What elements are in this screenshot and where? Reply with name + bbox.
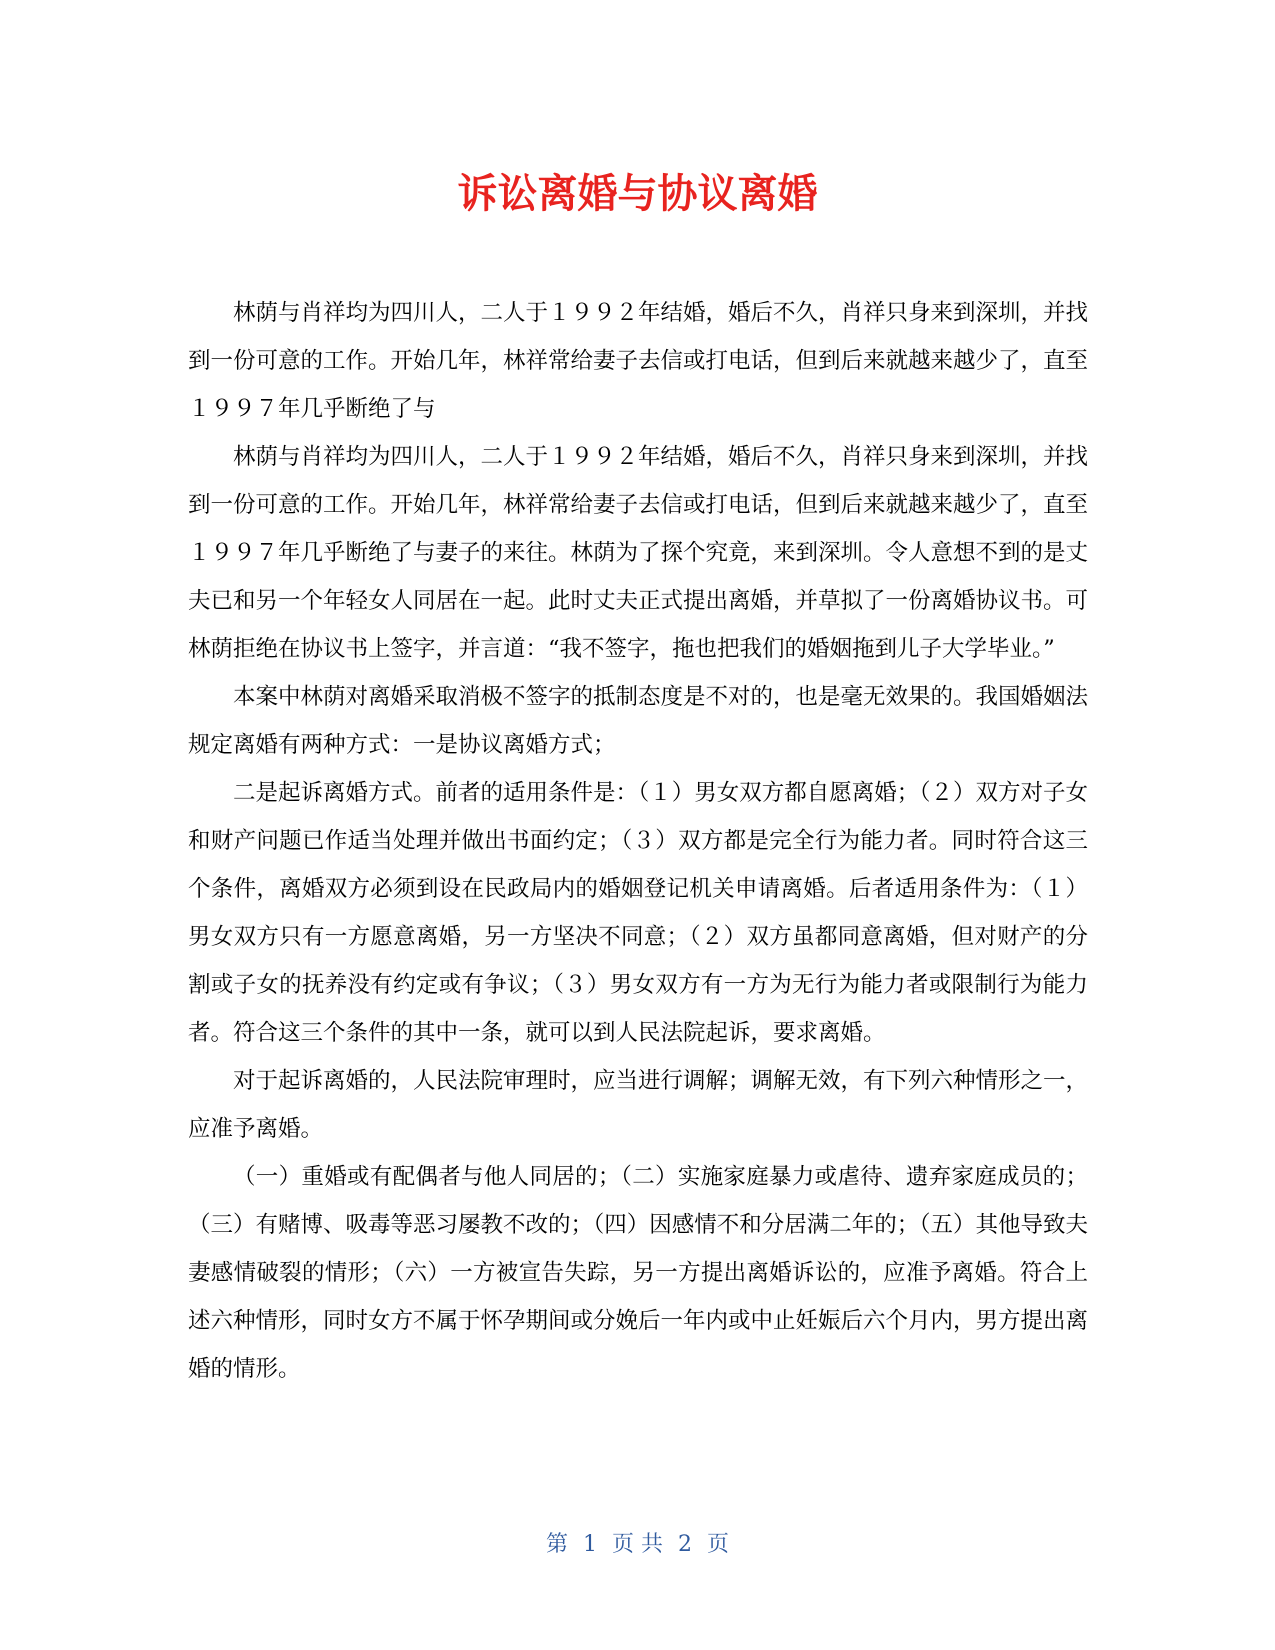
- footer-prefix: 第: [545, 1532, 568, 1557]
- paragraph: 林荫与肖祥均为四川人，二人于１９９２年结婚，婚后不久，肖祥只身来到深圳，并找到一份可意的工作。开始几年，林祥常给妻子去信或打电话，但到后来就越来越少了，直至１９９７年几乎断绝了与妻子的来往。林荫为了探个究竟，来到深圳。令人意想不到的是丈夫已和另一个年轻女人同居在一起。此时丈夫正式提出离婚，并草拟了一份离婚协议书。可林荫拒绝在协议书上签字，并言道：“我不签字，拖也把我们的婚姻拖到儿子大学毕业。”: [188, 444, 1089, 662]
- document-body: [188, 289, 1088, 1393]
- paragraph: 对于起诉离婚的，人民法院审理时，应当进行调解；调解无效，有下列六种情形之一，应准予离婚。: [188, 1068, 1089, 1142]
- paragraph: 本案中林荫对离婚采取消极不签字的抵制态度是不对的，也是毫无效果的。我国婚姻法规定离婚有两种方式：一是协议离婚方式；: [188, 684, 1089, 758]
- page-total: 2: [678, 1532, 692, 1557]
- paragraph: 二是起诉离婚方式。前者的适用条件是：（１）男女双方都自愿离婚；（２）双方对子女和财产问题已作适当处理并做出书面约定；（３）双方都是完全行为能力者。同时符合这三个条件，离婚双方必须到设在民政局内的婚姻登记机关申请离婚。后者适用条件为：（１）男女双方只有一方愿意离婚，另一方坚决不同意；（２）双方虽都同意离婚，但对财产的分割或子女的抚养没有约定或有争议；（３）男女双方有一方为无行为能力者或限制行为能力者。符合这三个条件的其中一条，就可以到人民法院起诉，要求离婚。: [188, 780, 1089, 1046]
- paragraph: 林荫与肖祥均为四川人，二人于１９９２年结婚，婚后不久，肖祥只身来到深圳，并找到一份可意的工作。开始几年，林祥常给妻子去信或打电话，但到后来就越来越少了，直至１９９７年几乎断绝了与: [188, 300, 1089, 422]
- footer-suffix: 页: [707, 1532, 730, 1557]
- document-title: 诉讼离婚与协议离婚: [457, 171, 818, 217]
- footer-middle: 页 共: [612, 1532, 663, 1557]
- page-footer: [0, 1530, 1275, 1560]
- page-number: 1: [583, 1532, 597, 1557]
- paragraph: （一）重婚或有配偶者与他人同居的；（二）实施家庭暴力或虐待、遗弃家庭成员的；（三）有赌博、吸毒等恶习屡教不改的；（四）因感情不和分居满二年的；（五）其他导致夫妻感情破裂的情形；（六）一方被宣告失踪，另一方提出离婚诉讼的，应准予离婚。符合上述六种情形，同时女方不属于怀孕期间或分娩后一年内或中止妊娠后六个月内，男方提出离婚的情形。: [188, 1164, 1089, 1382]
